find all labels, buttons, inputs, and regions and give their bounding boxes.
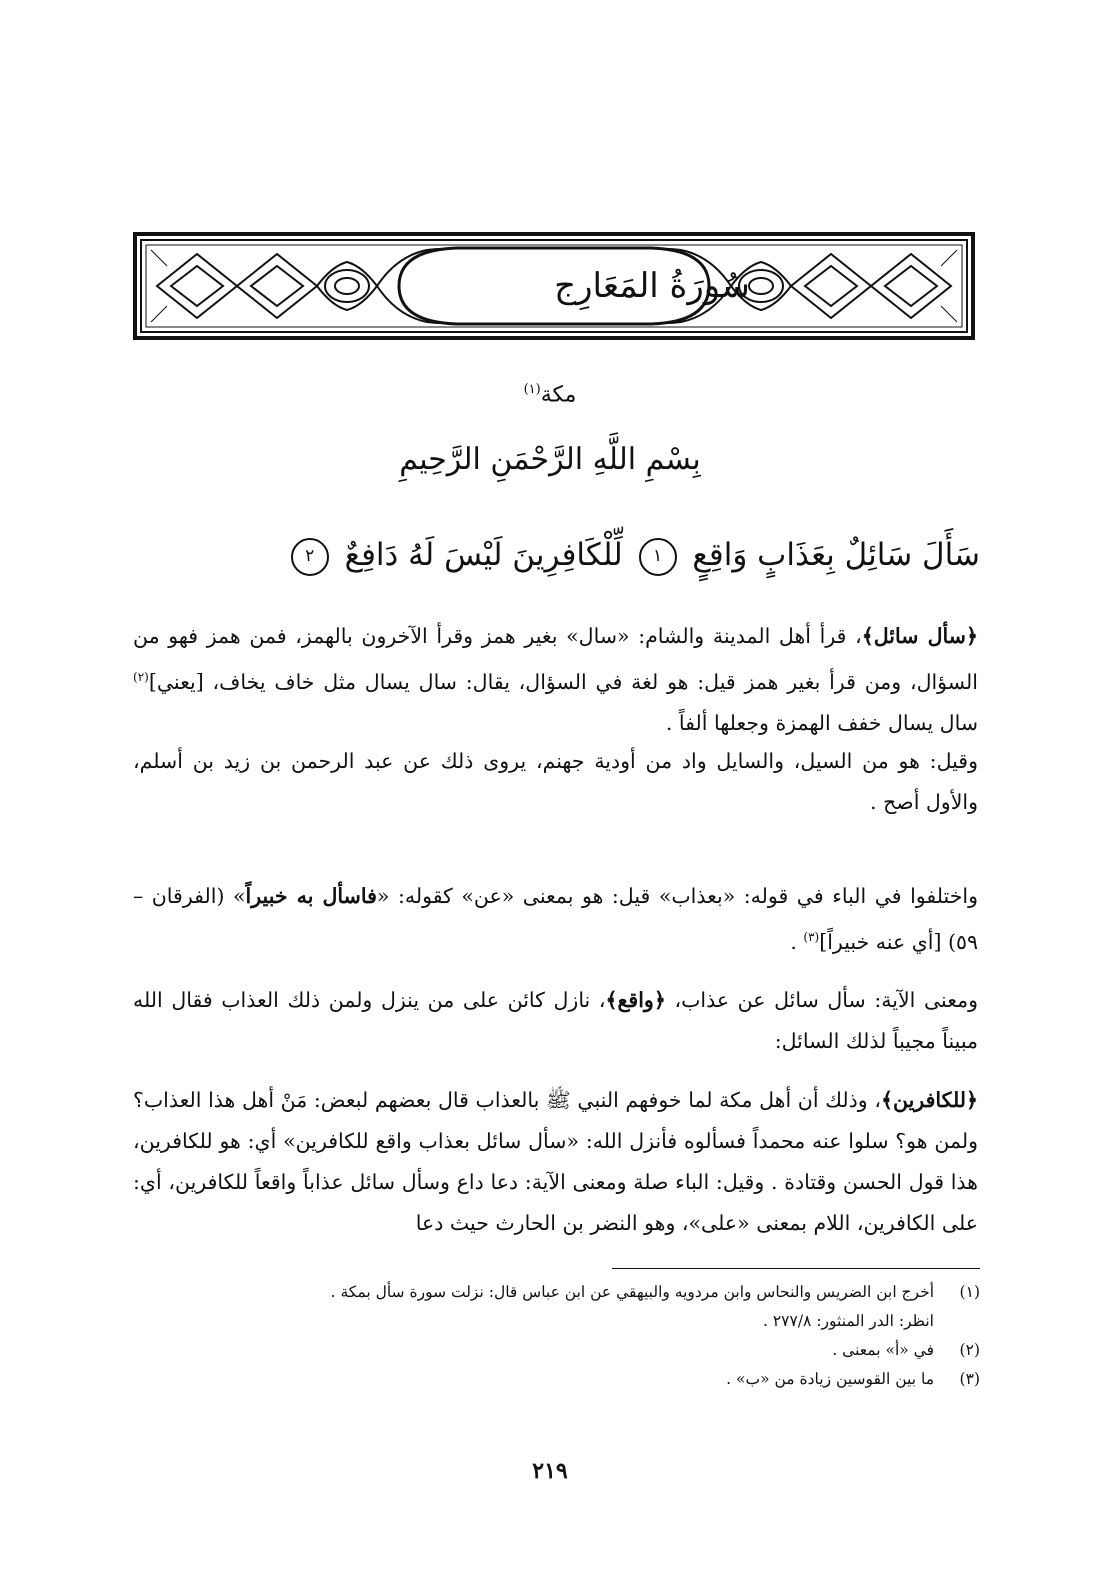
paragraph-text: ، وذلك أن أهل مكة لما خوفهم النبي ﷺ بالعذاب قال بعضهم لبعض: مَنْ أهل هذا العذاب؟ ولمن هو؟ سلوا عنه محمداً فسألوه فأنزل الله: «سأل سائل بعذاب واقع للكافرين» أي: هو للكافرين، هذا قول الحسن وقتادة . وقيل: الباء صلة ومعنى الآية: دعا داع وسأل سائل عذاباً واقعاً للكافرين، أي: على الكافرين، اللام بمعنى «على»، وهو النضر بن الحارث حيث دعا bbox=[133, 1088, 978, 1235]
footnote-line: أخرج ابن الضريس والنحاس وابن مردويه والبيهقي عن ابن عباس قال: نزلت سورة سأل بمكة . bbox=[330, 1283, 934, 1301]
footnote-number: (٢) bbox=[959, 1341, 980, 1359]
surah-title: سُورَةُ المَعَارِج bbox=[554, 266, 750, 306]
footnote-ref: (٢) bbox=[133, 670, 149, 684]
quoted-term: ﴿للكافرين﴾ bbox=[880, 1088, 978, 1112]
verse-text-2: لِّلْكَافِرِينَ لَيْسَ لَهُ دَافِعٌ bbox=[344, 537, 623, 573]
surah-header-frame bbox=[133, 232, 975, 340]
footnote-ref: (٣) bbox=[803, 930, 820, 944]
paragraph-text: . bbox=[790, 929, 804, 954]
footnote-text bbox=[160, 1278, 934, 1336]
footnote-number: (١) bbox=[959, 1283, 980, 1301]
page-number: ٢١٩ bbox=[532, 1458, 568, 1484]
paragraph-text: ومعنى الآية: سأل سائل عن عذاب، bbox=[665, 988, 978, 1012]
paragraph-text: وقيل: هو من السيل، والسايل واد من أودية جهنم، يروى ذلك عن عبد الرحمن بن زيد بن أسلم، والأول أصح . bbox=[133, 749, 978, 814]
quran-verse bbox=[180, 522, 980, 588]
paragraph-text: واختلفوا في الباء في قوله: «بعذاب» قيل: هو بمعنى «عن» كقوله: « bbox=[376, 884, 978, 908]
footnote-line: انظر: الدر المنثور: ٢٧٧/٨ . bbox=[763, 1312, 934, 1330]
quoted-term: ﴿واقع﴾ bbox=[605, 988, 666, 1012]
basmala: بِسْمِ اللَّهِ الرَّحْمَنِ الرَّحِيمِ bbox=[399, 442, 701, 477]
footnote-number: (٣) bbox=[959, 1370, 980, 1388]
footnotes bbox=[160, 1278, 980, 1394]
verse-number-2: ٢ bbox=[291, 538, 329, 576]
revelation-place bbox=[440, 382, 660, 407]
footnote bbox=[160, 1336, 980, 1365]
footnote bbox=[160, 1365, 980, 1394]
paragraph bbox=[133, 741, 978, 823]
paragraph-text: ، قرأ أهل المدينة والشام: «سال» بغير همز وقرأ الآخرون بالهمز، فمن همز فهو من السؤال، ومن قرأ بغير همز قيل: هو لغة في السؤال، يقال: سال يسال مثل خاف يخاف، [يعني] bbox=[133, 624, 978, 694]
verse-text-1: سَأَلَ سَائِلٌ بِعَذَابٍ وَاقِعٍ bbox=[692, 537, 980, 573]
paragraph-text: » (الفرقان – ٥٩) [أي عنه خبيراً] bbox=[133, 884, 978, 954]
quoted-term: فاسأل به خبيراً bbox=[245, 884, 377, 908]
paragraph-text: سال يسال خفف الهمزة وجعلها ألفاً . bbox=[665, 710, 978, 735]
paragraph bbox=[133, 616, 978, 744]
footnote bbox=[160, 1278, 980, 1336]
paragraph bbox=[133, 1080, 978, 1244]
footnote-text: ما بين القوسين زيادة من «ب» . bbox=[726, 1370, 934, 1388]
footnote-divider bbox=[612, 1268, 980, 1269]
paragraph bbox=[133, 980, 978, 1062]
paragraph bbox=[133, 876, 978, 963]
footnote-text: في «أ» بمعنى . bbox=[832, 1341, 934, 1359]
footnote-ref: (١) bbox=[523, 382, 541, 397]
verse-number-1: ١ bbox=[639, 538, 677, 576]
quoted-term: ﴿سأل سائل﴾ bbox=[861, 624, 978, 648]
revelation-place-text: مكة bbox=[540, 382, 577, 408]
paragraph-text: ، نازل كائن على من ينزل ولمن ذلك العذاب فقال الله مبيناً مجيباً لذلك السائل: bbox=[133, 988, 978, 1053]
